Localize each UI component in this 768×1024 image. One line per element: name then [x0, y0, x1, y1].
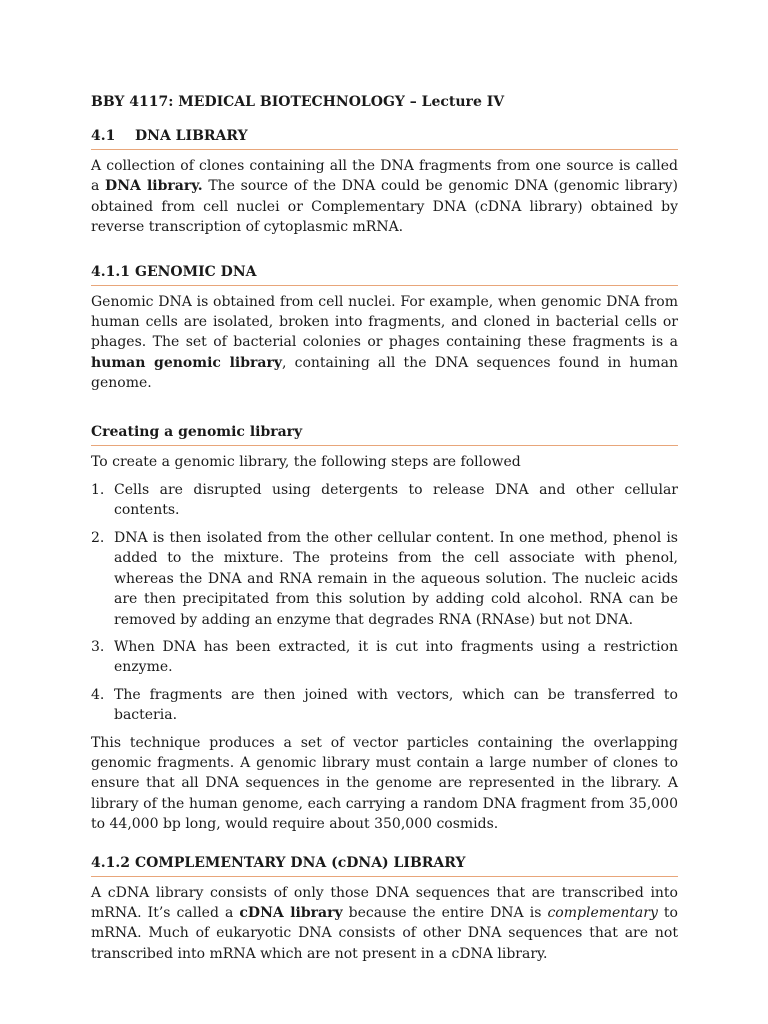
- section-heading-dna-library: [91, 126, 678, 150]
- creating-library-intro: To create a genomic library, the following steps are followed: [91, 453, 521, 470]
- list-item: 1. Cells are disrupted using detergents to release DNA and other cellular contents.: [91, 482, 678, 519]
- section-number: 4.1.1: [91, 263, 130, 280]
- section-heading-genomic-dna: [91, 262, 678, 286]
- document-title: BBY 4117: MEDICAL BIOTECHNOLOGY – Lecture IV: [91, 94, 505, 110]
- section-heading-cdna-library: [91, 853, 678, 877]
- list-item: 4. The fragments are then joined with vectors, which can be transferred to bacteria.: [91, 686, 678, 724]
- complementary-term: complementary: [547, 904, 658, 921]
- section-title: GENOMIC DNA: [135, 263, 257, 280]
- creating-library-conclusion: This technique produces a set of vector particles containing the overlapping genomic fragments. A genomic library must contain a large number of clones to ensure that all DNA sequences in the genome are represented in the library. A library of the human genome, each carrying a random DNA fragment from 35,000 to 44,000 bp long, would require about 350,000 cosmids.: [91, 734, 678, 833]
- dna-library-paragraph: A collection of clones containing all the DNA fragments from one source is called a DNA library. The source of the DNA could be genomic DNA (genomic library) obtained from cell nuclei or Complementary DNA (cDNA library) obtained by reverse transcription of cytoplasmic mRNA.: [91, 158, 679, 236]
- genomic-dna-paragraph: Genomic DNA is obtained from cell nuclei. For example, when genomic DNA from human cells are isolated, broken into fragments, and cloned in bacterial cells or phages. The set of bacterial colonies or phages containing these fragments is a human genomic library, containing all the DNA sequences found in human genome.: [91, 293, 678, 392]
- cdna-library-term: cDNA library: [239, 904, 343, 921]
- section-number: 4.1.2: [91, 854, 130, 871]
- section-title: DNA LIBRARY: [135, 128, 248, 144]
- section-number: 4.1: [91, 128, 116, 144]
- section-title: COMPLEMENTARY DNA (cDNA) LIBRARY: [135, 854, 466, 871]
- subheading-creating-genomic-library: Creating a genomic library: [91, 422, 678, 446]
- steps-list: [91, 480, 678, 725]
- dna-library-term: DNA library.: [105, 178, 203, 195]
- cdna-library-paragraph: A cDNA library consists of only those DNA sequences that are transcribed into mRNA. It’s called a cDNA library because the entire DNA is complementary to mRNA. Much of eukaryotic DNA consists of other DNA sequences that are not transcribed into mRNA which are not present in a cDNA library.: [91, 884, 678, 962]
- list-item: 2. DNA is then isolated from the other cellular content. In one method, phenol is added to the mixture. The proteins from the cell associate with phenol, whereas the DNA and RNA remain in the aqueous solution. The nucleic acids are then precipitated from this solution by adding cold alcohol. RNA can be removed by adding an enzyme that degrades RNA (RNAse) but not DNA.: [91, 529, 678, 628]
- list-item: 3. When DNA has been extracted, it is cut into fragments using a restriction enzyme.: [91, 638, 678, 676]
- document-page: [91, 86, 678, 964]
- human-genomic-library-term: human genomic library: [91, 354, 282, 371]
